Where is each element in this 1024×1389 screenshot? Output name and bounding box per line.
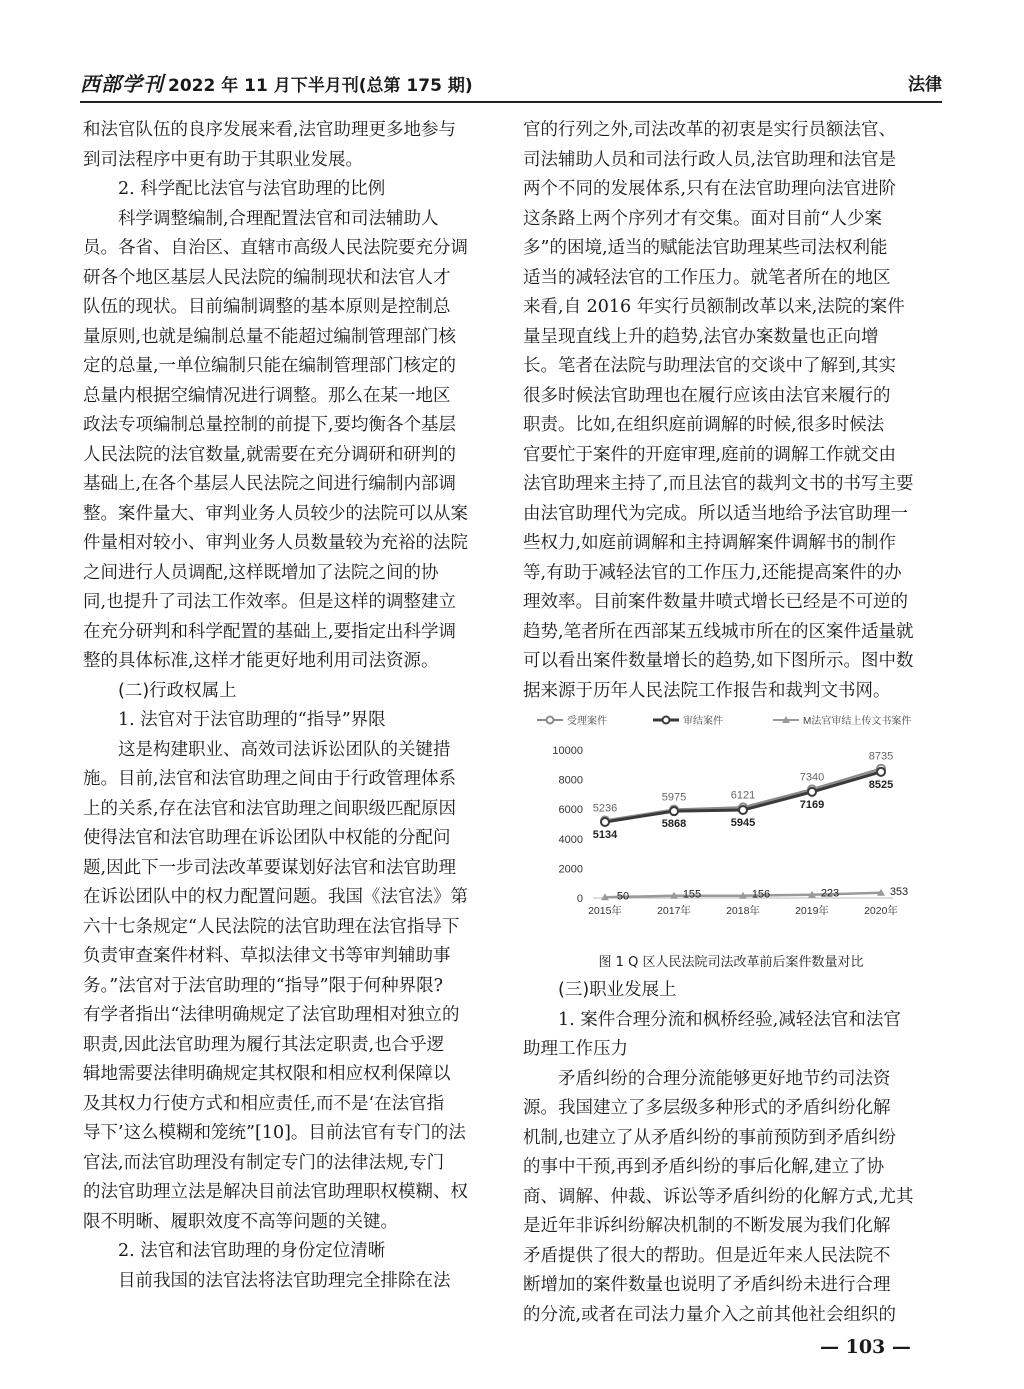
text-line: 整。案件量大、审判业务人员较少的法院可以从案 <box>83 503 468 524</box>
y-tick-label: 0 <box>576 893 583 905</box>
data-label: 7169 <box>799 798 825 811</box>
text-line: 1. 案件合理分流和枫桥经验,减轻法官和法官 <box>558 1009 901 1030</box>
text-line: 多”的困境,适当的赋能法官助理某些司法权利能 <box>523 238 888 258</box>
legend-label: 审结案件 <box>683 716 723 727</box>
text-line: 量呈现直线上升的趋势,法官办案数量也正向增 <box>523 326 879 347</box>
x-tick-label: 2020年 <box>864 905 898 917</box>
data-point <box>877 768 885 776</box>
text-line: 长。笔者在法院与助理法官的交谈中了解到,其实 <box>523 356 897 376</box>
text-line: 两个不同的发展体系,只有在法官助理向法官进阶 <box>523 179 897 199</box>
data-label: 8735 <box>868 750 894 763</box>
text-line: 科学调整编制,合理配置法官和司法辅助人 <box>118 208 439 229</box>
data-label: 8525 <box>868 778 894 791</box>
text-line: 政法专项编制总量控制的前提下,要均衡各个基层 <box>83 415 457 435</box>
text-line: 六十七条规定“人民法院的法官助理在法官指导下 <box>83 916 460 937</box>
data-point <box>808 788 816 796</box>
text-line: 负责审查案件材料、草拟法律文书等审判辅助事 <box>83 946 451 966</box>
y-tick-label: 4000 <box>558 833 583 846</box>
text-line: 的分流,或者在司法力量介入之前其他社会组织的 <box>523 1304 897 1325</box>
header-rule <box>80 101 942 103</box>
text-line: 很多时候法官助理也在履行应该由法官来履行的 <box>523 385 891 406</box>
case-count-line-chart <box>523 710 939 948</box>
text-line: 由法官助理代为完成。所以适当地给予法官助理一 <box>523 503 908 524</box>
right-column-lower-text <box>523 976 939 1330</box>
data-label: 5236 <box>592 802 618 815</box>
text-line: 有学者指出“法律明确规定了法官助理相对独立的 <box>83 1005 460 1025</box>
journal-logo: 西部学刊 <box>80 72 164 96</box>
text-line: 同,也提升了司法工作效率。但是这样的调整建立 <box>83 592 457 612</box>
data-point <box>601 818 609 826</box>
text-line: 及其权力行使方式和相应责任,而不是‘在法官指 <box>83 1093 445 1114</box>
section-name: 法律 <box>908 75 942 95</box>
data-label: 155 <box>682 888 702 901</box>
text-line: 到司法程序中更有助于其职业发展。 <box>83 149 363 170</box>
text-line: 职责,因此法官助理为履行其法定职责,也合乎逻 <box>83 1034 445 1055</box>
text-line: 断增加的案件数量也说明了矛盾纠纷未进行合理 <box>523 1275 891 1295</box>
x-tick-label: 2018年 <box>726 905 760 917</box>
text-line: 这条路上两个序列才有交集。面对目前“人少案 <box>523 208 882 229</box>
y-tick-label: 8000 <box>558 774 583 787</box>
text-line: 是近年非诉纠纷解决机制的不断发展为我们化解 <box>523 1216 891 1236</box>
text-line: 等,有助于减轻法官的工作压力,还能提高案件的办 <box>523 562 902 583</box>
text-line: 务。”法官对于法官助理的“指导”限于何种界限? <box>83 975 443 996</box>
data-label: 6121 <box>730 789 756 802</box>
text-line: 上的关系,存在法官和法官助理之间职级匹配原因 <box>83 798 457 819</box>
section-heading: (三)职业发展上 <box>558 980 677 1000</box>
text-line: 些权力,如庭前调解和主持调解案件调解书的制作 <box>523 533 897 553</box>
text-line: 据来源于历年人民法院工作报告和裁判文书网。 <box>523 680 891 701</box>
data-label: 7340 <box>799 771 825 784</box>
text-line: 定的总量,一单位编制只能在编制管理部门核定的 <box>83 356 457 376</box>
legend-circle-marker <box>547 717 554 724</box>
data-label: 5945 <box>730 817 756 830</box>
y-tick-label: 2000 <box>558 863 583 876</box>
left-column <box>83 116 499 1296</box>
x-tick-label: 2017年 <box>657 905 691 917</box>
text-line: 职责。比如,在组织庭前调解的时候,很多时候法 <box>523 415 885 435</box>
text-line: 适当的减轻法官的工作压力。就笔者所在的地区 <box>523 267 891 288</box>
text-line: 官的行列之外,司法改革的初衷是实行员额法官、 <box>523 120 897 140</box>
text-line: 1. 法官对于法官助理的“指导”界限 <box>118 710 386 730</box>
text-line: 限不明晰、履职效度不高等问题的关键。 <box>83 1211 398 1232</box>
data-point <box>739 806 747 814</box>
text-line: 之间进行人员调配,这样既增加了法院之间的协 <box>83 562 439 583</box>
text-line: 研各个地区基层人民法院的编制现状和法官人才 <box>83 267 451 288</box>
text-line: 题,因此下一步司法改革要谋划好法官和法官助理 <box>83 857 457 878</box>
text-line: 理效率。目前案件数量井喷式增长已经是不可逆的 <box>523 592 908 612</box>
data-label: 50 <box>616 890 630 903</box>
text-line: 源。我国建立了多层级多种形式的矛盾纠纷化解 <box>523 1098 891 1118</box>
text-line: 辑地需要法律明确规定其权限和相应权利保障以 <box>83 1064 451 1084</box>
text-line: 的事中干预,再到矛盾纠纷的事后化解,建立了协 <box>523 1157 885 1177</box>
figure-1 <box>523 710 939 948</box>
text-line: 在诉讼团队中的权力配置问题。我国《法官法》第 <box>83 887 468 907</box>
text-line: 施。目前,法官和法官助理之间由于行政管理体系 <box>83 769 457 789</box>
text-line: 的法官助理立法是解决目前法官助理职权模糊、权 <box>83 1182 468 1202</box>
data-label: 5975 <box>661 791 687 804</box>
text-line: 人民法院的法官数量,就需要在充分调研和研判的 <box>83 444 457 465</box>
text-line: 量原则,也就是编制总量不能超过编制管理部门核 <box>83 326 457 347</box>
data-label: 5134 <box>592 829 618 842</box>
text-line: 机制,也建立了从矛盾纠纷的事前预防到矛盾纠纷 <box>523 1127 897 1148</box>
text-line: 导下’这么模糊和笼统”[10]。目前法官有专门的法 <box>83 1123 466 1143</box>
text-line: 官要忙于案件的开庭审理,庭前的调解工作就交由 <box>523 444 897 465</box>
figure-caption: 图 1 Q 区人民法院司法改革前后案件数量对比 <box>598 955 864 970</box>
text-line: 目前我国的法官法将法官助理完全排除在法 <box>118 1270 451 1291</box>
text-line: 商、调解、仲裁、诉讼等矛盾纠纷的化解方式,尤其 <box>523 1186 914 1207</box>
text-line: 件量相对较小、审判业务人员数量较为充裕的法院 <box>83 533 468 553</box>
text-line: 基础上,在各个基层人民法院之间进行编制内部调 <box>83 474 457 494</box>
text-line: 来看,自 2016 年实行员额制改革以来,法院的案件 <box>523 297 905 317</box>
section-heading: (二)行政权属上 <box>118 680 237 701</box>
right-column-upper-text <box>523 116 939 706</box>
data-label: 5868 <box>661 818 687 831</box>
text-line: 可以看出案件数量增长的趋势,如下图所示。图中数 <box>523 651 914 671</box>
data-label: 223 <box>820 887 840 900</box>
page-number: — 103 — <box>820 1336 911 1358</box>
data-label: 353 <box>889 885 909 898</box>
text-line: 2. 法官和法官助理的身份定位清晰 <box>118 1241 386 1261</box>
text-line: 员。各省、自治区、直辖市高级人民法院要充分调 <box>83 238 468 258</box>
y-tick-label: 10000 <box>552 745 583 757</box>
legend-label: 受理案件 <box>567 716 607 727</box>
text-line: 法官助理来主持了,而且法官的裁判文书的书写主要 <box>523 474 914 494</box>
text-line: 官法,而法官助理没有制定专门的法律法规,专门 <box>83 1152 445 1173</box>
legend-label: M法官审结上传文书案件 <box>803 716 912 727</box>
text-line: 矛盾提供了很大的帮助。但是近年来人民法院不 <box>523 1245 891 1266</box>
x-tick-label: 2015年 <box>588 905 622 917</box>
text-line: 使得法官和法官助理在诉讼团队中权能的分配问 <box>83 828 451 848</box>
x-tick-label: 2019年 <box>795 905 829 917</box>
y-tick-label: 6000 <box>558 804 583 817</box>
text-line: 2. 科学配比法官与法官助理的比例 <box>118 179 386 199</box>
text-line: 在充分研判和科学配置的基础上,要指定出科学调 <box>83 621 457 642</box>
text-line: 助理工作压力 <box>523 1039 628 1059</box>
text-line: 队伍的现状。目前编制调整的基本原则是控制总 <box>83 297 451 317</box>
text-line: 司法辅助人员和司法行政人员,法官助理和法官是 <box>523 149 897 170</box>
text-line: 总量内根据空编情况进行调整。那么在某一地区 <box>83 385 451 406</box>
text-line: 这是构建职业、高效司法诉讼团队的关键措 <box>118 739 451 760</box>
running-header <box>80 66 942 96</box>
text-line: 趋势,笔者所在西部某五线城市所在的区案件适量就 <box>523 621 914 642</box>
data-label: 156 <box>751 888 771 901</box>
data-point <box>670 807 678 815</box>
right-column <box>523 116 939 1330</box>
issue-info: 2022 年 11 月下半月刊(总第 175 期) <box>168 76 473 96</box>
text-line: 和法官队伍的良序发展来看,法官助理更多地参与 <box>83 120 457 140</box>
legend-circle-marker <box>663 717 670 724</box>
text-line: 整的具体标准,这样才能更好地利用司法资源。 <box>83 651 439 671</box>
text-line: 矛盾纠纷的合理分流能够更好地节约司法资 <box>558 1068 891 1089</box>
